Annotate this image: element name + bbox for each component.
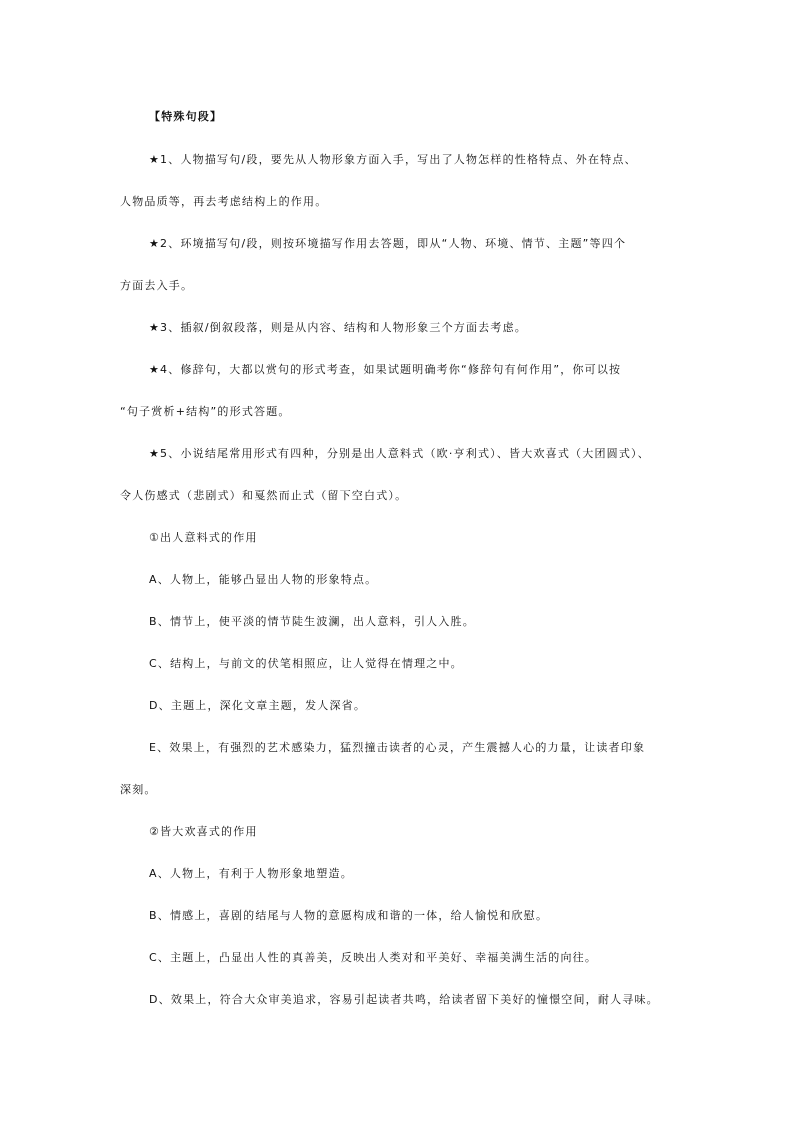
unexpected-a: A、人物上，能够凸显出人物的形象特点。 bbox=[149, 573, 378, 586]
unexpected-e-line-1: E、效果上，有强烈的艺术感染力，猛烈撞击读者的心灵，产生震撼人心的力量，让读者印象 bbox=[149, 741, 646, 754]
unexpected-b: B、情节上，使平淡的情节陡生波澜，出人意料，引人入胜。 bbox=[149, 615, 475, 628]
item-5-line-2: 令人伤感式（悲剧式）和戛然而止式（留下空白式）。 bbox=[120, 489, 408, 502]
unexpected-c: C、结构上，与前文的伏笔相照应，让人觉得在情理之中。 bbox=[149, 657, 463, 670]
item-1-line-1: ★1、人物描写句/段，要先从人物形象方面入手，写出了人物怎样的性格特点、外在特点、 bbox=[149, 153, 637, 166]
item-5-line-1: ★5、小说结尾常用形式有四种，分别是出人意料式（欧·亨利式）、皆大欢喜式（大团圆式）、 bbox=[149, 447, 650, 460]
happy-b: B、情感上，喜剧的结尾与人物的意愿构成和谐的一体，给人愉悦和欣慰。 bbox=[149, 909, 549, 922]
section-title: 【特殊句段】 bbox=[149, 110, 223, 123]
unexpected-d: D、主题上，深化文章主题，发人深省。 bbox=[149, 699, 367, 712]
item-4-line-1: ★4、修辞句，大都以赏句的形式考查，如果试题明确考你“修辞句有何作用”，你可以按 bbox=[149, 363, 622, 376]
happy-a: A、人物上，有利于人物形象地塑造。 bbox=[149, 867, 353, 880]
happy-d: D、效果上，符合大众审美追求，容易引起读者共鸣，给读者留下美好的憧憬空间，耐人寻味。 bbox=[149, 993, 659, 1006]
unexpected-heading: ①出人意料式的作用 bbox=[149, 531, 258, 544]
item-3-line-1: ★3、插叙/倒叙段落，则是从内容、结构和人物形象三个方面去考虑。 bbox=[149, 321, 527, 334]
unexpected-e-line-2: 深刻。 bbox=[120, 783, 157, 796]
item-2-line-1: ★2、环境描写句/段，则按环境描写作用去答题，即从“人物、环境、情节、主题”等四个 bbox=[149, 237, 627, 250]
item-2-line-2: 方面去入手。 bbox=[120, 279, 194, 292]
happy-heading: ②皆大欢喜式的作用 bbox=[149, 825, 258, 838]
item-1-line-2: 人物品质等，再去考虑结构上的作用。 bbox=[120, 195, 328, 208]
happy-c: C、主题上，凸显出人性的真善美，反映出人类对和平美好、幸福美满生活的向往。 bbox=[149, 951, 598, 964]
item-4-line-2: “句子赏析+结构”的形式答题。 bbox=[120, 405, 291, 418]
